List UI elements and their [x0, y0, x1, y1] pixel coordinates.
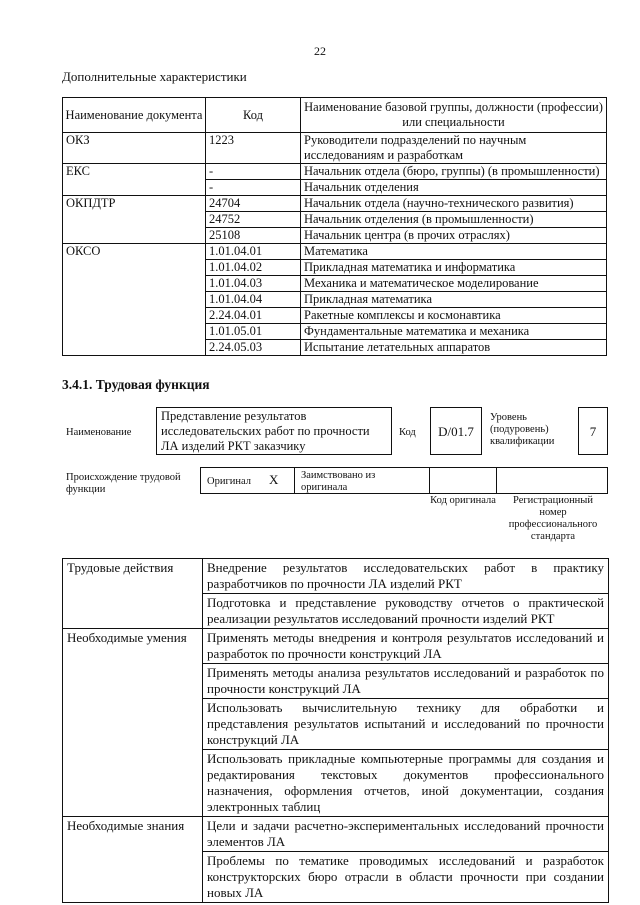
- code-cell: 24752: [206, 212, 301, 228]
- name-cell: Механика и математическое моделирование: [301, 276, 607, 292]
- code-cell: 1.01.04.03: [206, 276, 301, 292]
- description-cell: Использовать вычислительную технику для обработки и представления результатов испытаний и исследований по прочности конструкций ЛА: [203, 699, 609, 750]
- section-subtitle: Дополнительные характеристики: [62, 69, 247, 84]
- description-cell: Применять методы внедрения и контроля результатов исследований и разработок по прочности конструкций ЛА: [203, 629, 609, 664]
- table-row: [63, 817, 609, 852]
- function-code-box: D/01.7: [430, 407, 482, 455]
- category-cell: Необходимые знания: [63, 817, 203, 903]
- name-cell: Фундаментальные математика и механика: [301, 324, 607, 340]
- code-cell: 1223: [206, 133, 301, 164]
- header-code: Код: [206, 98, 301, 133]
- registration-number-box: [496, 467, 608, 494]
- doc-cell: ОКПДТР: [63, 196, 206, 244]
- code-cell: 1.01.05.01: [206, 324, 301, 340]
- doc-cell: ЕКС: [63, 164, 206, 196]
- origin-label: Происхождение трудовой функции: [66, 472, 181, 495]
- code-label: Код: [399, 427, 416, 438]
- code-cell: 1.01.04.01: [206, 244, 301, 260]
- registration-number-caption: Регистрационный номер профессионального стандарта: [508, 495, 598, 542]
- description-cell: Подготовка и представление руководству отчетов о практической реализации результатов исследований прочности изделий РКТ: [203, 594, 609, 629]
- name-cell: Начальник отделения: [301, 180, 607, 196]
- code-cell: 25108: [206, 228, 301, 244]
- original-box: [200, 467, 295, 494]
- borrowed-label: Заимствовано из оригинала: [301, 470, 376, 493]
- code-cell: 24704: [206, 196, 301, 212]
- name-cell: Прикладная математика: [301, 292, 607, 308]
- table-row: [63, 133, 607, 164]
- code-cell: 1.01.04.02: [206, 260, 301, 276]
- doc-cell: ОКЗ: [63, 133, 206, 164]
- code-cell: 2.24.05.03: [206, 340, 301, 356]
- name-cell: Ракетные комплексы и космонавтика: [301, 308, 607, 324]
- original-code-box: [429, 467, 497, 494]
- borrowed-box: [294, 467, 430, 494]
- name-cell: Начальник отделения (в промышленности): [301, 212, 607, 228]
- table-row: [63, 196, 607, 212]
- table-row: [63, 164, 607, 180]
- level-value-box: 7: [578, 407, 608, 455]
- name-cell: Прикладная математика и информатика: [301, 260, 607, 276]
- description-cell: Применять методы анализа результатов исследований и разработок по прочности конструкций ЛА: [203, 664, 609, 699]
- code-cell: 1.01.04.04: [206, 292, 301, 308]
- header-document: Наименование документа: [63, 98, 206, 133]
- description-cell: Использовать прикладные компьютерные программы для создания и редактирования текстовых документов профессионального назначения, оформления отчетов, иной документации, создания электронных таблиц: [203, 750, 609, 817]
- description-cell: Внедрение результатов исследовательских работ в практику разработчиков по прочности ЛА изделий РКТ: [203, 559, 609, 594]
- code-cell: -: [206, 180, 301, 196]
- description-cell: Проблемы по тематике проводимых исследований и разработок конструкторских бюро отрасли в области прочности при создании новых ЛА: [203, 852, 609, 903]
- characteristics-header-row: [63, 98, 607, 133]
- category-cell: Трудовые действия: [63, 559, 203, 629]
- name-cell: Испытание летательных аппаратов: [301, 340, 607, 356]
- characteristics-table: [62, 97, 607, 356]
- labor-function-table: [62, 558, 609, 903]
- name-cell: Руководители подразделений по научным исследованиям и разработкам: [301, 133, 607, 164]
- original-label: Оригинал: [207, 476, 251, 487]
- page-number: 22: [314, 44, 326, 58]
- name-cell: Начальник центра (в прочих отраслях): [301, 228, 607, 244]
- function-name-box: Представление результатов исследовательских работ по прочности ЛА изделий РКТ заказчику: [156, 407, 392, 455]
- name-cell: Начальник отдела (научно-технического развития): [301, 196, 607, 212]
- code-cell: -: [206, 164, 301, 180]
- name-cell: Математика: [301, 244, 607, 260]
- name-cell: Начальник отдела (бюро, группы) (в промышленности): [301, 164, 607, 180]
- code-cell: 2.24.04.01: [206, 308, 301, 324]
- level-label: Уровень (подуровень) квалификации: [490, 412, 555, 447]
- original-code-caption: Код оригинала: [430, 495, 496, 506]
- section-title: 3.4.1. Трудовая функция: [62, 377, 210, 392]
- table-row: [63, 629, 609, 664]
- name-label: Наименование: [66, 427, 132, 438]
- doc-cell: ОКСО: [63, 244, 206, 356]
- header-name: Наименование базовой группы, должности (профессии) или специальности: [301, 98, 607, 133]
- table-row: [63, 244, 607, 260]
- original-mark: X: [269, 472, 279, 487]
- category-cell: Необходимые умения: [63, 629, 203, 817]
- description-cell: Цели и задачи расчетно-экспериментальных исследований прочности элементов ЛА: [203, 817, 609, 852]
- table-row: [63, 559, 609, 594]
